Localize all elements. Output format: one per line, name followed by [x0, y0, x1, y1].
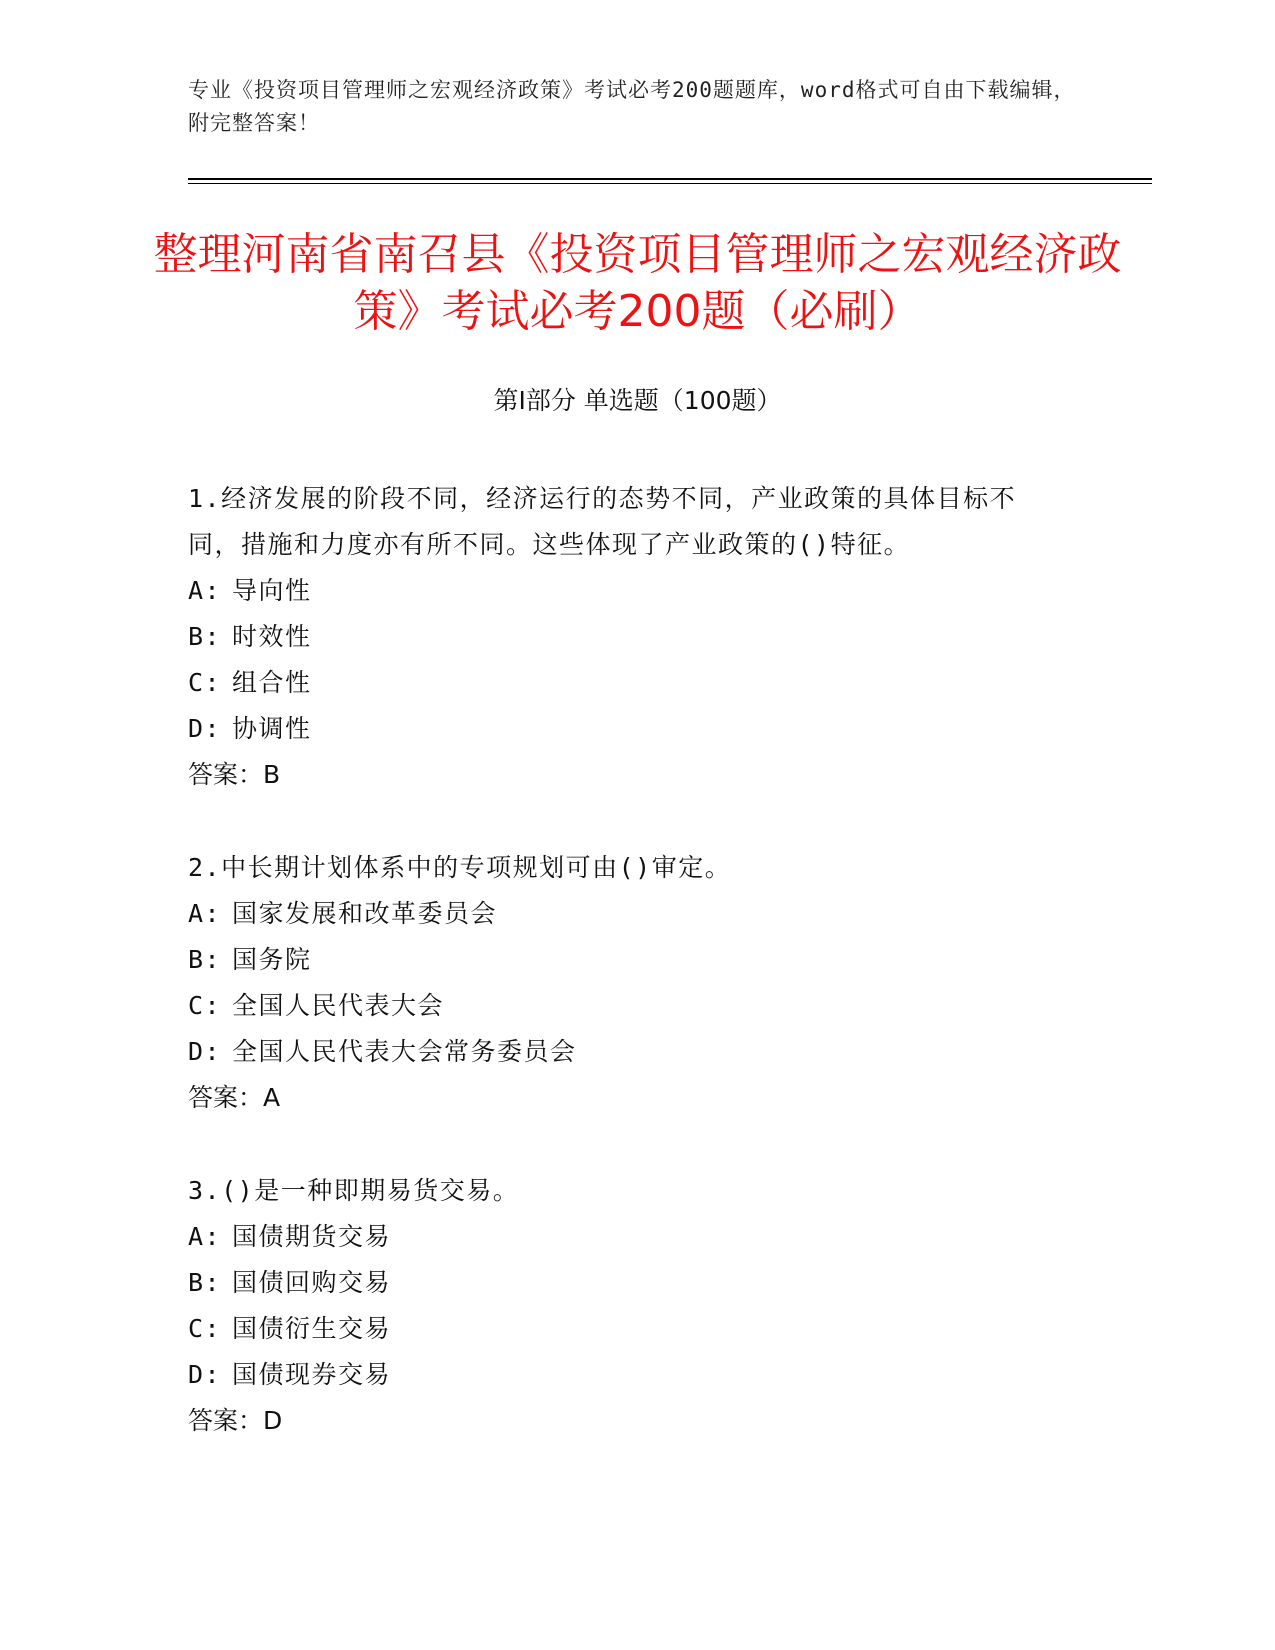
document-title: 整理河南省南召县《投资项目管理师之宏观经济政策》考试必考200题（必刷）	[153, 229, 1122, 337]
question-stem: 1.经济发展的阶段不同，经济运行的态势不同，产业政策的具体目标不同，措施和力度亦有所不同。这些体现了产业政策的()特征。	[188, 484, 1017, 559]
option-a	[188, 568, 1068, 614]
option-text: 全国人民代表大会常务委员会	[232, 1037, 577, 1066]
option-text: 全国人民代表大会	[232, 991, 445, 1020]
question-2	[188, 845, 1068, 1121]
option-c	[188, 983, 1068, 1029]
answer-line	[188, 1075, 1068, 1121]
option-letter: D:	[188, 714, 222, 743]
option-c	[188, 660, 1068, 706]
option-d	[188, 1352, 1068, 1398]
header-note: 专业《投资项目管理师之宏观经济政策》考试必考200题题库，word格式可自由下载编辑，附完整答案！	[188, 78, 1076, 135]
header-rule-thin	[188, 183, 1152, 184]
question-stem: 3.()是一种即期易货交易。	[188, 1176, 520, 1205]
option-text: 国家发展和改革委员会	[232, 899, 498, 928]
option-a	[188, 1214, 1068, 1260]
option-text: 协调性	[232, 714, 312, 743]
option-d	[188, 1029, 1068, 1075]
answer-value: B	[263, 760, 281, 789]
question-stem: 2.中长期计划体系中的专项规划可由()审定。	[188, 853, 732, 882]
answer-line	[188, 1398, 1068, 1444]
option-letter: C:	[188, 668, 222, 697]
question-1	[188, 476, 1068, 798]
option-letter: B:	[188, 1268, 222, 1297]
option-letter: B:	[188, 945, 222, 974]
option-letter: D:	[188, 1037, 222, 1066]
option-letter: D:	[188, 1360, 222, 1389]
option-text: 导向性	[232, 576, 312, 605]
answer-label: 答案：	[188, 1406, 264, 1435]
option-letter: A:	[188, 899, 222, 928]
option-a	[188, 891, 1068, 937]
option-text: 国务院	[232, 945, 312, 974]
option-text: 时效性	[232, 622, 312, 651]
question-list	[188, 476, 1068, 1491]
question-3	[188, 1168, 1068, 1444]
answer-label: 答案：	[188, 1083, 264, 1112]
option-letter: C:	[188, 1314, 222, 1343]
option-letter: C:	[188, 991, 222, 1020]
option-b	[188, 937, 1068, 983]
option-text: 国债回购交易	[232, 1268, 392, 1297]
option-text: 组合性	[232, 668, 312, 697]
option-c	[188, 1306, 1068, 1352]
option-letter: B:	[188, 622, 222, 651]
answer-line	[188, 752, 1068, 798]
option-text: 国债期货交易	[232, 1222, 392, 1251]
header-rule-thick	[188, 178, 1152, 180]
option-letter: A:	[188, 1222, 222, 1251]
answer-value: D	[263, 1406, 283, 1435]
section-heading: 第Ⅰ部分 单选题（100题）	[493, 386, 782, 415]
answer-label: 答案：	[188, 760, 264, 789]
option-letter: A:	[188, 576, 222, 605]
option-b	[188, 1260, 1068, 1306]
option-text: 国债现券交易	[232, 1360, 392, 1389]
option-text: 国债衍生交易	[232, 1314, 392, 1343]
option-b	[188, 614, 1068, 660]
option-d	[188, 706, 1068, 752]
answer-value: A	[263, 1083, 281, 1112]
